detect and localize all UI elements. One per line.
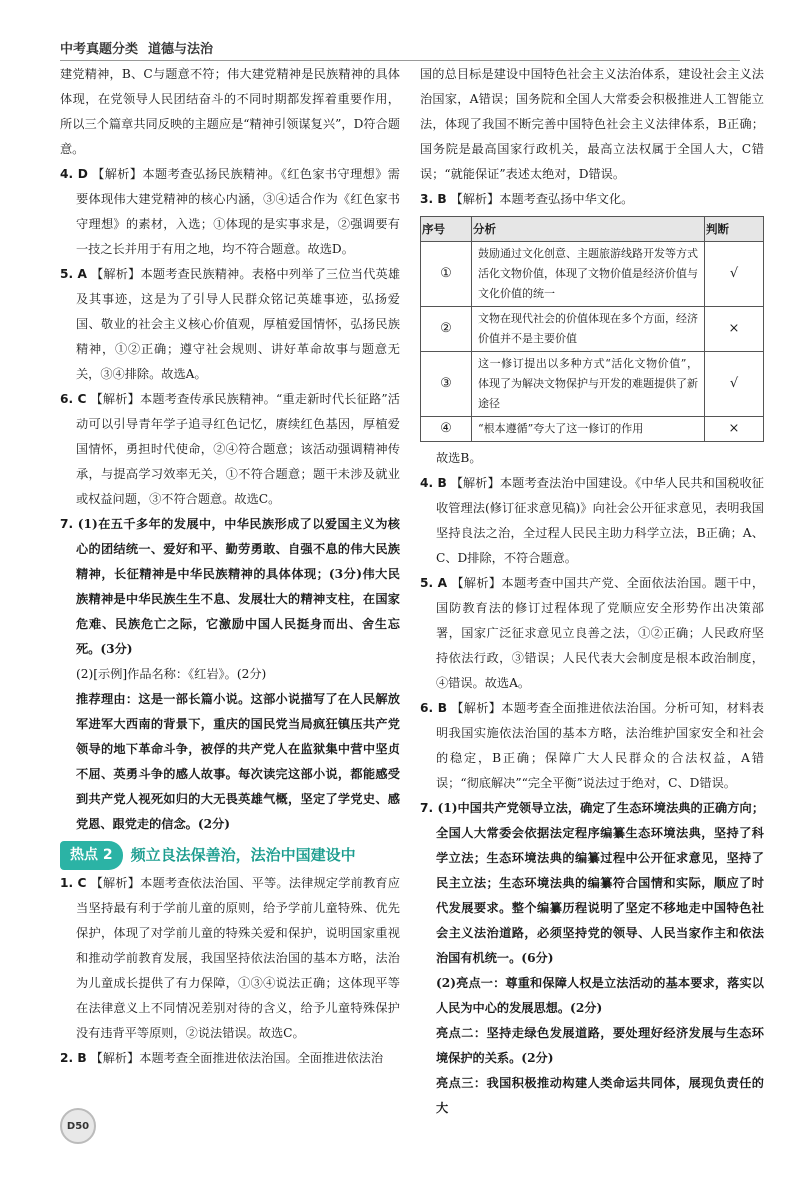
table-row xyxy=(421,352,764,417)
row-number: ④ xyxy=(421,417,472,442)
answer-text: 推荐理由：这是一部长篇小说。这部小说描写了在人民解放军进军大西南的背景下，重庆的国民党当局疯狂镇压共产党领导的地下革命斗争，被俘的共产党人在监狱集中营中坚贞不屈、英勇斗争的感人故事。每次读完这部小说，都能感受到共产党人视死如归的大无畏英雄气概，坚定了学党史、感党恩、跟党走的信念。(2分) xyxy=(76,692,400,831)
series-title: 中考真题分类 xyxy=(60,42,139,57)
answer-text: 【解析】本题考查法治中国建设。《中华人民共和国税收征收管理法(修订征求意见稿)》向社会公开征求意见，表明我国坚持良法之治，全过程人民民主助力科学立法，B正确；A、C、D排除，不符合题意。 xyxy=(436,476,764,565)
table-header: 序号 xyxy=(421,217,472,242)
answer-text: 【解析】本题考查弘扬民族精神。《红色家书守理想》需要体现伟大建党精神的核心内涵，③④适合作为《红色家书守理想》的素材，入选；①体现的是实事求是，②强调要有一技之长并用于有用之地，均不符合题意。故选D。 xyxy=(76,167,400,256)
row-analysis: 鼓励通过文化创意、主题旅游线路开发等方式活化文物价值，体现了文物价值是经济价值与文化价值的统一 xyxy=(472,242,705,307)
answer-number: 4. D xyxy=(60,167,88,181)
page-header xyxy=(60,38,740,61)
answer-number: 5. A xyxy=(420,576,448,590)
row-number: ③ xyxy=(421,352,472,417)
answer-number: 3. B xyxy=(420,192,447,206)
answer-text: 故选B。 xyxy=(436,451,482,465)
answer-text: 【解析】本题考查民族精神。表格中列举了三位当代英雄及其事迹，这是为了引导人民群众铭记英雄事迹，弘扬爱国、敬业的社会主义核心价值观，厚植爱国情怀，弘扬民族精神，①②正确；遵守社会规则、讲好革命故事与题意无关，③④排除。故选A。 xyxy=(76,267,401,381)
row-judgement: √ xyxy=(705,242,764,307)
answer-item-7r xyxy=(420,796,764,971)
answer-item-5 xyxy=(60,262,400,387)
row-analysis: 这一修订提出以多种方式“活化文物价值”，体现了为解决文物保护与开发的难题提供了新途径 xyxy=(472,352,705,417)
row-analysis: “根本遵循”夸大了这一修订的作用 xyxy=(472,417,705,442)
table-row xyxy=(421,307,764,352)
answer-item-4r xyxy=(420,471,764,571)
hotspot-title: 频立良法保善治，法治中国建设中 xyxy=(130,845,356,864)
row-judgement: √ xyxy=(705,352,764,417)
row-judgement: × xyxy=(705,417,764,442)
answer-item-3 xyxy=(420,187,764,212)
answer-item-6r xyxy=(420,696,764,796)
right-column xyxy=(420,62,764,1121)
answer-item-h2 xyxy=(60,1046,400,1071)
answer-item-h1 xyxy=(60,871,400,1046)
hotspot-tag: 热点 2 xyxy=(60,841,123,870)
answer-number: 6. B xyxy=(420,701,447,715)
answer-text: 【解析】本题考查弘扬中华文化。 xyxy=(450,192,634,206)
answer-number: 7. xyxy=(420,801,434,815)
page-number-badge: D50 xyxy=(60,1108,96,1144)
answer-text: (2)[示例]作品名称：《红岩》。(2分) xyxy=(76,667,267,681)
answer-number: 1. C xyxy=(60,876,87,890)
answer-text: 【解析】本题考查依法治国、平等。法律规定学前教育应当坚持最有利于学前儿童的原则，给予学前儿童特殊、优先保护，体现了对学前儿童的特殊关爱和保护，说明国家重视和推动学前教育发展，我国坚持依法治国的基本方略，法治为儿童成长提供了有力保障，①③④说法正确；这体现平等在法律意义上不同情况差别对待的含义，给予儿童特殊保护没有违背平等原则，②说法错误。故选C。 xyxy=(76,876,400,1040)
answer-text: 亮点二：坚持走绿色发展道路，要处理好经济发展与生态环境保护的关系。(2分) xyxy=(436,1026,764,1065)
answer-number: 7. xyxy=(60,517,74,531)
answer-number: 2. B xyxy=(60,1051,87,1065)
analysis-table xyxy=(420,216,764,442)
table-row xyxy=(421,242,764,307)
row-analysis: 文物在现代社会的价值体现在多个方面，经济价值并不是主要价值 xyxy=(472,307,705,352)
answer-text: (2)亮点一：尊重和保障人权是立法活动的基本要求，落实以人民为中心的发展思想。(2分) xyxy=(436,976,764,1015)
row-number: ② xyxy=(421,307,472,352)
answer-text: (1)中国共产党领导立法，确定了生态环境法典的正确方向；全国人大常委会依据法定程序编纂生态环境法典，坚持了科学立法；生态环境法典的编纂过程中公开征求意见，坚持了民主立法；生态环境法典的编纂符合国情和实际，顺应了时代发展要求。整个编纂历程说明了坚定不移地走中国特色社会主义法治道路，必须坚持党的领导、人民当家作主和依法治国有机统一。(6分) xyxy=(436,801,765,965)
answer-text: 【解析】本题考查全面推进依法治国。分析可知，材料表明我国实施依法治国的基本方略，法治维护国家安全和社会的稳定，B正确；保障广大人民群众的合法权益，A错误；“彻底解决”“完全平衡”说法过于绝对，C、D错误。 xyxy=(436,701,764,790)
answer-item-5r xyxy=(420,571,764,696)
row-number: ① xyxy=(421,242,472,307)
answer-text: 亮点三：我国积极推动构建人类命运共同体，展现负责任的大 xyxy=(436,1076,764,1115)
answer-text: 【解析】本题考查传承民族精神。“重走新时代长征路”活动可以引导青年学子追寻红色记忆，赓续红色基因，厚植爱国情怀，勇担时代使命，②④符合题意；该活动强调精神传承，与提高学习效率无关，①不符合题意；题干未涉及就业或权益问题，③不符合题意。故选C。 xyxy=(76,392,400,506)
answer-item-7 xyxy=(60,512,400,662)
table-header: 判断 xyxy=(705,217,764,242)
answer-number: 4. B xyxy=(420,476,447,490)
table-row xyxy=(421,417,764,442)
answer-item-4 xyxy=(60,162,400,262)
subject-title: 道德与法治 xyxy=(148,42,214,57)
table-header: 分析 xyxy=(472,217,705,242)
answer-text: 【解析】本题考查中国共产党、全面依法治国。题干中，国防教育法的修订过程体现了党顺应安全形势作出决策部署，国家广泛征求意见立良善之法，①②正确；人民政府坚持依法行政，③错误；人民代表大会制度是根本政治制度，④错误。故选A。 xyxy=(436,576,765,690)
table-header-row xyxy=(421,217,764,242)
answer-text: (1)在五千多年的发展中，中华民族形成了以爱国主义为核心的团结统一、爱好和平、勤劳勇敢、自强不息的伟大民族精神，长征精神是中华民族精神的具体体现；(3分)伟大民族精神是中华民族生生不息、发展壮大的精神支柱，在国家危难、民族危亡之际，它激励中国人民挺身而出、舍生忘死。(3分) xyxy=(76,517,400,656)
answer-item-6 xyxy=(60,387,400,512)
hotspot-banner xyxy=(60,841,400,869)
answer-number: 5. A xyxy=(60,267,87,281)
left-column xyxy=(60,62,400,1071)
answer-text: 国的总目标是建设中国特色社会主义法治体系，建设社会主义法治国家，A错误；国务院和全国人大常委会积极推进人工智能立法，体现了我国不断完善中国特色社会主义法律体系，B正确；国务院是最高国家行政机关，最高立法权属于全国人大，C错误；“就能保证”表述太绝对，D错误。 xyxy=(420,67,764,181)
answer-text: 【解析】本题考查全面推进依法治国。全面推进依法治 xyxy=(90,1051,384,1065)
row-judgement: × xyxy=(705,307,764,352)
answer-text: 建党精神，B、C与题意不符；伟大建党精神是民族精神的具体体现，在党领导人民团结奋斗的不同时期都发挥着重要作用，所以三个篇章共同反映的主题应是“精神引领谋复兴”，D符合题意。 xyxy=(60,67,400,156)
answer-number: 6. C xyxy=(60,392,87,406)
